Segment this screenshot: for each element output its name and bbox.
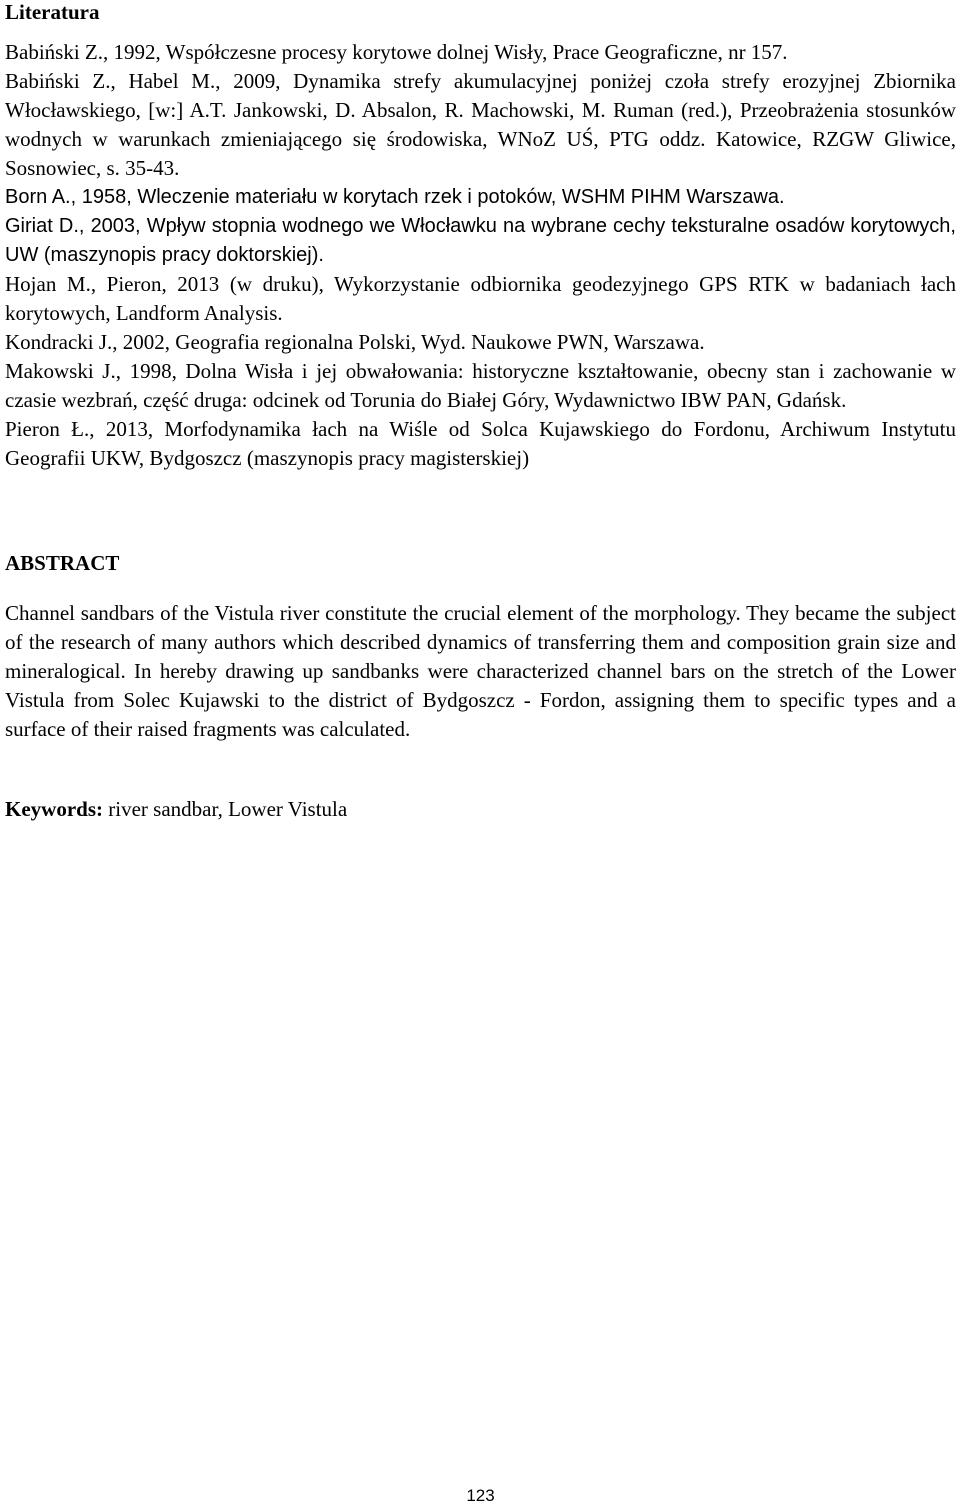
reference-hojan-2013: Hojan M., Pieron, 2013 (w druku), Wykorzystanie odbiornika geodezyjnego GPS RTK w badaniach łach korytowych, Landform Analysis.	[5, 272, 956, 325]
document-page	[5, 0, 956, 1509]
reference-babinski-habel-2009: Babiński Z., Habel M., 2009, Dynamika strefy akumulacyjnej poniżej czoła strefy erozyjnej Zbiornika Włocławskiego, [w:] A.T. Jankowski, D. Absalon, R. Machowski, M. Ruman (red.), Przeobrażenia stosunków wodnych w warunkach zmieniającego się środowiska, WNoZ UŚ, PTG oddz. Katowice, RZGW Gliwice, Sosnowiec, s. 35-43.	[5, 69, 956, 180]
reference-babinski-1992: Babiński Z., 1992, Współczesne procesy korytowe dolnej Wisły, Prace Geograficzne, nr 157.	[5, 40, 788, 64]
keywords-line	[5, 795, 347, 824]
keywords-value: river sandbar, Lower Vistula	[103, 797, 348, 821]
reference-makowski-1998: Makowski J., 1998, Dolna Wisła i jej obwałowania: historyczne kształtowanie, obecny stan i zachowanie w czasie wezbrań, część druga: odcinek od Torunia do Białej Góry, Wydawnictwo IBW PAN, Gdańsk.	[5, 359, 956, 412]
abstract-heading: ABSTRACT	[5, 551, 120, 575]
reference-pieron-2013: Pieron Ł., 2013, Morfodynamika łach na Wiśle od Solca Kujawskiego do Fordonu, Archiwum Instytutu Geografii UKW, Bydgoszcz (maszynopis pracy magisterskiej)	[5, 417, 956, 470]
abstract-text: Channel sandbars of the Vistula river constitute the crucial element of the morphology. They became the subject of the research of many authors which described dynamics of transferring them and composition grain size and mineralogical. In hereby drawing up sandbanks were characterized channel bars on the stretch of the Lower Vistula from Solec Kujawski to the district of Bydgoszcz - Fordon, assigning them to specific types and a surface of their raised fragments was calculated.	[5, 601, 956, 741]
reference-list	[5, 38, 956, 473]
page-number: 123	[466, 1486, 495, 1505]
reference-kondracki-2002: Kondracki J., 2002, Geografia regionalna Polski, Wyd. Naukowe PWN, Warszawa.	[5, 330, 705, 354]
reference-born-1958: Born A., 1958, Wleczenie materiału w korytach rzek i potoków, WSHM PIHM Warszawa.	[5, 186, 785, 208]
keywords-label: Keywords:	[5, 797, 103, 821]
reference-giriat-2003: Giriat D., 2003, Wpływ stopnia wodnego we Włocławku na wybrane cechy teksturalne osadów korytowych, UW (maszynopis pracy doktorskiej).	[5, 215, 956, 266]
literatura-heading: Literatura	[5, 0, 100, 24]
